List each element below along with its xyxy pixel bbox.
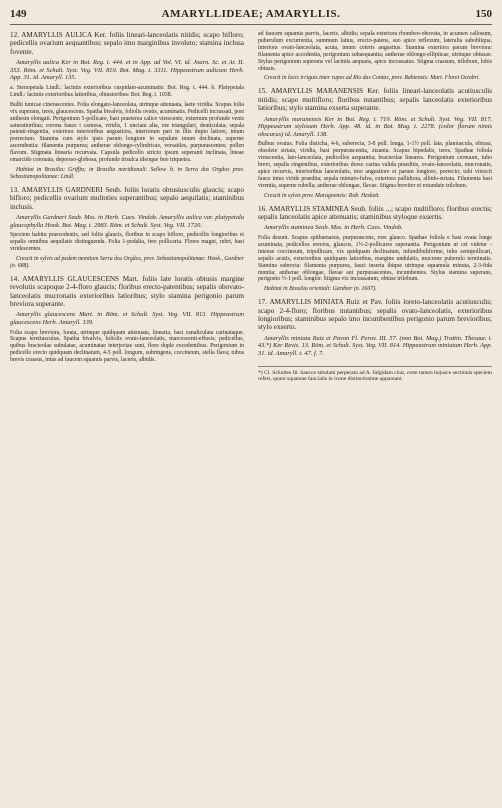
description: Folia scapo breviora, lorata, utrinque quidquam attenuata, linearia, basi canaliculata carinataque. Scapus teretiusculus. Spatha bivalvis, foliolis ovato-lanceolatis, marcescenti-effusis; pedicellus, quibus bracteolae subulatae, acuminatae interjectae sunt, flore duple excedentibus. Perigonium in pedicello erecto quidquam declinatum, 4-5 poll. longum, subringens, coccineum, stella flava; tubus brevis crassus, intus ad faucem squamis parvis, laceris, albidis. bbox=[10, 329, 244, 364]
synonyms: Amaryllis maranensis Ker in Bot. Reg. t. 719. Röm. et Schult. Syst. Veg. VII. 817. Hippeastrum stylosum Herb. App. 48. id. in Bot. Mag. t. 2278. (color florum nimis obscurus) id. Amaryll. 138. bbox=[258, 115, 492, 138]
species-heading: 12. AMARYLLIS AULICA Ker. foliis lineari-lanceolatis nitidis; scapo bifloro; pedicellis ovarium aequantibus; sepalo imo marginibus involuto; stamina inclusa fovente. bbox=[10, 31, 244, 56]
habitat: Crescit in locis irriguis inter rupes ad Rio das Contas, prov. Bahiensis: Mart. Floret Octobri. bbox=[264, 75, 480, 82]
synonyms: Amaryllis aulica Ker in Bot. Reg. t. 444. et in App. ad Vol. VI. id. Journ. Sc. et Ar. II. 353. Röm. et Schult. Syst. Veg. VII. 810. Bot. Mag. t. 3311. Hippeastrum aulicum Herb. App. 31. id. Amaryll. 135. bbox=[10, 59, 244, 82]
varieties: a. Stenopetala Lindl.: laciniis exterioribus cuspidato-acuminatis: Bot. Reg. t. 444. b. Platypetala Lindl.: laciniis exterioribus latioribus, obtusioribus: Bot. Reg. t. 1038. bbox=[10, 85, 244, 98]
book-page bbox=[10, 8, 492, 792]
description-continued: ad faucem squamis parvis, laceris, albidis; sepala exteriora rhombeo-obovata, in acumen callosum, puberulum excurrentia, summum latius, erecto-patens, suo apice reflexum, lateralia subobliqua, interiora ovato-lanceolata, acuta, imum ceteris angustius. Stamina exteriora parum breviora: filamenta apice accedentia, perigonium subaequantia; antherae oblongo-ellipticae, utrinque obtusae. Stylus perigonium superans vel laciniis aequans, apice incrassatus. Stigma crassum, trilobum, lobis obtusis. bbox=[258, 31, 492, 72]
left-column bbox=[10, 31, 244, 383]
species-heading: 17. AMARYLLIS MINIATA Ruiz et Pav. foliis loreto-lanceolatis acutiusculis; scapo 2-4-floro; floribus nutantibus; sepalis ovato-lanceolatis, exterioribus longioribus; staminibus sepalo imo incumbentibus perigonio parum brevioribus; stylo exserto. bbox=[258, 298, 492, 332]
species-entry-14 bbox=[10, 275, 244, 364]
species-heading: 16. AMARYLLIS STAMINEA Seub. foliis ...; scapo multifloro; floribus erectis; sepalis lanceolatis apice attenuatis; staminibus styloque exsertis. bbox=[258, 204, 492, 221]
habitat: Crescit in sylvis prov. Maragnensis: Rob. Heskett. bbox=[264, 192, 380, 199]
synonyms: Amaryllis staminea Seub. Mss. in Herb. Caes. Vindob. bbox=[264, 224, 403, 232]
description: Folia desunt. Scapus spithamaeus, purpurascens, rore glauco. Spathae foliola e basi ovata longe acuminata, pedicellos erectos, glaucos, 1½-2-pollicares superantia. Perigonium ut cet videtur - intense coccineum, tripollicare, vix quidquam declinatum, infundibuliforme, tubo semipollicari, sepalis acutis, exterioribus quidquam latioribus, margine undulatis, mucrone puberulo terminatis. Stamina subrecta: filamenta purpurea, fauci inserta ibique utrinque squamula minuta, 2-3-fida munita; antherae oblongae, flavae aut purpurascentes, incumbentes. Stylus stamina superans, perigonio ½-1 poll. longior. Stigma vix incrassatum, obtuse trilobum. bbox=[258, 235, 492, 283]
synonyms: Amaryllis Gardneri Seub. Mss. in Herb. Caes. Vindob. Amaryllis aulica var. platypetala glaucophylla Hook. Bot. Mag. t. 2983. Röm. et Schult. Syst. Veg. VII. 1720. bbox=[10, 214, 244, 229]
species-entry-14-continued bbox=[258, 31, 492, 82]
description: Bulbi tunicae cinerascentes. Folia elongato-lanceolata, utrinque attenuata, laete viridia. Scapus folia vix superans, teres, glaucescens. Spatha bivalvis, foliolis ovatis, acuminatis. Pedicelli incrassati, post anthesin elongati. Perigonium 5-pollicare, basi praeterea calice virescente, externum profunde venis saturatioribus; corona fauce i carnosa, viridis, 1 unciam alta, ore triangulari, denticulata; sepala patenti-ringentia, exteriora interioribus angustiora, interiorum pari in illis dupio latiore, imum porrectum. Stamina cum stylo ipsis parum longiore in sepalum imum declinata, superne ascendentia: filamenta purpurea; antherae oblongo-cylindricae, versatiles, purpurascentes; pollen flavum. Stigmata linearia recurvata. Capsula pedicello stricto ipsum superanti inclinata, lineae emarcido coronata, depresso-globosa, profunde trisulca ideoque fere triquetra. bbox=[10, 101, 244, 164]
species-heading: 14. AMARYLLIS GLAUCESCENS Mart. foliis late loratis obtusis margine revolutis scapoque 2-4-floro glaucis; floribus erecto-patentibus; sepalis obovato-lanceolatis mucronatis exterioribus latioribus; stylo stamina perigonio parum breviora superante. bbox=[10, 274, 244, 308]
habitat: Crescit in sylvis ad pedem montium Serra dos Orgãos, prov. Sebastianopolitanae: Hook., Gardner (n. 688). bbox=[10, 255, 244, 269]
species-entry-13 bbox=[10, 186, 244, 270]
running-title: AMARYLLIDEAE; AMARYLLIS. bbox=[161, 8, 341, 20]
left-page-number: 149 bbox=[10, 8, 27, 20]
footnote: *) Cl. Schultes fil. hancce tabulam perperam ad A. fulgidam citat, certe tamen hujusce sectionis speciem refert, quum squamae faucialis in icone distinctissime appareant. bbox=[258, 366, 492, 383]
species-entry-17 bbox=[258, 298, 492, 357]
synonyms: Amaryllis miniata Ruiz et Pavon Fl. Peruv. III. 57. (non Bot. Mag.) Trattin. Thesaur. t. 43.*) Ker Revis. 13. Röm. et Schult. Syst. Veg. VII. 814. Hippeastrum miniatum Herb. App. 31. id. Amaryll. t. 47. f. 7. bbox=[258, 334, 492, 358]
synonyms: Amaryllis glaucescens Mart. in Röm. et Schult. Syst. Veg. VII. 813. Hippeastrum glaucescens Herb. Amaryll. 139. bbox=[10, 311, 244, 326]
species-entry-12 bbox=[10, 31, 244, 181]
habitat: Habitat in Brasilia: Griffin; in Brasilia meridionali: Sellow. b. in Serra dos Orgãos prov. Sebastianopolitanae: Lindl. bbox=[10, 166, 244, 180]
right-page-number: 150 bbox=[475, 8, 492, 20]
species-entry-15 bbox=[258, 87, 492, 199]
text-columns bbox=[10, 31, 492, 383]
right-column bbox=[258, 31, 492, 383]
species-entry-16 bbox=[258, 205, 492, 294]
habitat: Habitat in Brasilia orientali: Gardner (n. 1607). bbox=[264, 286, 377, 293]
species-heading: 15. AMARYLLIS MARANENSIS Ker. foliis lineari-lanceolatis acutiusculis nitidis; scapo multifloro; floribus nutantibus; sepalis lanceolatis exterioribus latioribus; stylo stamina exserta superante. bbox=[258, 87, 492, 113]
description: Speciem habitu praecedentis, sed foliis glaucis, floribus in scapo bifloro, pedicellis longioribus et sepalis omnibus aequilatis distinguenda. Folia 1-pedalia, fere pollicaria. Flores magni, rubri, basi viridescentes. bbox=[10, 232, 244, 252]
running-header bbox=[10, 8, 492, 25]
description: Bulbus ovatus. Folia disticha, 4-6, suberecta, 3-8 poll. longa, 1-1½ poll. lata, planiuscula, obtusa, obsolete striata, viridia, basi purpurascentia, zizania. Scapus bipedalis, teres. Spathae foliola virescentia, lato-lanceolata, pedicellos aequantia; bracteolae lineares. Perigonium cernuum, tubo brevi, sepalis ringentibus, exterioribus dorso carina valida praeditis, ovato-lanceolatis, mucronatis, apice recurvis, interioribus lanceolatis, imo angustiore et parum longiore, porrecto; tubi virescit fauce intus viride praedita; sepala miniato-fulva, exteriora pallidiora, albido-striata. Filamenta basi virentia, superne rubella; antherae oblongae, flavae. Stigma breviter et rotundate trilobum. bbox=[258, 141, 492, 189]
species-heading: 13. AMARYLLIS GARDNERI Seub. foliis loratis obtusiusculis glaucis; scapo bifloro; pedicellis ovarium multoties superantibus; sepalo aequilatis; staminibus inclusis. bbox=[10, 185, 244, 211]
